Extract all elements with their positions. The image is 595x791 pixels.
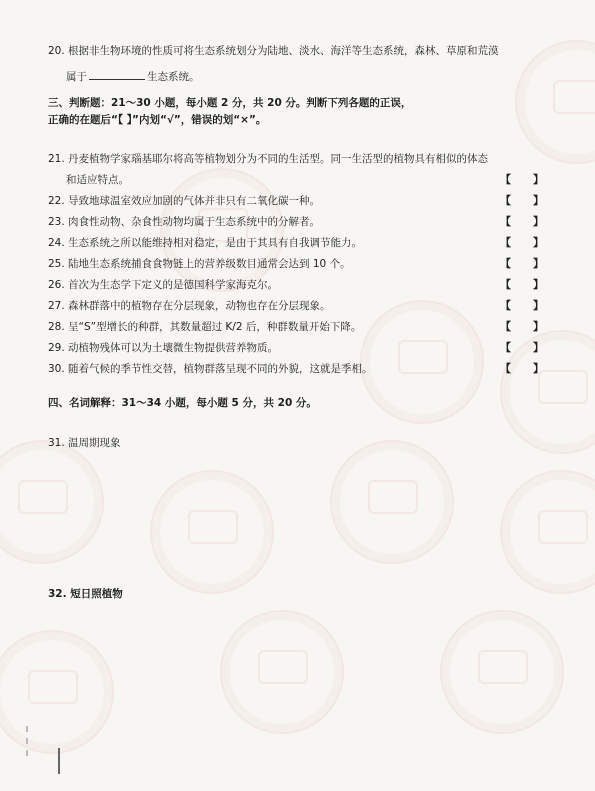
tf-question-30: 30. 随着气候的季节性交替，植物群落呈现不同的外貌，这就是季相。 xyxy=(48,363,373,375)
tf-question-27: 27. 森林群落中的植物存在分层现象，动物也存在分层现象。 xyxy=(48,300,331,312)
answer-bracket-23[interactable]: 【 】 xyxy=(500,215,544,228)
answer-bracket-28[interactable]: 【 】 xyxy=(500,320,544,333)
tf-question-26: 26. 首次为生态学下定义的是德国科学家海克尔。 xyxy=(48,279,279,291)
tf-question-22: 22. 导致地球温室效应加剧的气体并非只有二氧化碳一种。 xyxy=(48,195,321,207)
tf-question-21: 21. 丹麦植物学家瑙基耶尔将高等植物划分为不同的生活型。同一生活型的植物具有相似的体态 xyxy=(48,153,489,165)
tf-question-25: 25. 陆地生态系统捕食食物链上的营养级数目通常会达到 10 个。 xyxy=(48,258,351,270)
watermark-seal xyxy=(440,610,564,734)
section-4-heading: 四、名词解释：31～34 小题，每小题 5 分，共 20 分。 xyxy=(48,397,317,409)
watermark-seal xyxy=(220,610,344,734)
watermark-seal xyxy=(150,470,274,594)
watermark-seal xyxy=(160,168,284,292)
tf-question-23: 23. 肉食性动物、杂食性动物均属于生态系统中的分解者。 xyxy=(48,216,321,228)
answer-bracket-22[interactable]: 【 】 xyxy=(500,194,544,207)
question-31: 31. 温周期现象 xyxy=(48,437,121,449)
tf-question-21-cont: 和适应特点。 xyxy=(66,174,129,186)
answer-bracket-29[interactable]: 【 】 xyxy=(500,341,544,354)
answer-bracket-24[interactable]: 【 】 xyxy=(500,236,544,249)
tf-question-28: 28. 呈“S”型增长的种群，其数量超过 K/2 后，种群数量开始下降。 xyxy=(48,321,362,333)
watermark-seal xyxy=(330,440,454,564)
tf-question-24: 24. 生态系统之所以能维持相对稳定，是由于其具有自我调节能力。 xyxy=(48,237,363,249)
question-20-line-1: 20. 根据非生物环境的性质可将生态系统划分为陆地、淡水、海洋等生态系统，森林、草原和荒漠 xyxy=(48,45,499,57)
answer-bracket-30[interactable]: 【 】 xyxy=(500,362,544,375)
section-3-instruction: 正确的在题后“【 】”内划“√”，错误的划“×”。 xyxy=(48,114,267,126)
watermark-seal xyxy=(515,40,595,164)
answer-bracket-21[interactable]: 【 】 xyxy=(500,173,544,186)
answer-bracket-26[interactable]: 【 】 xyxy=(500,278,544,291)
binding-margin-marks xyxy=(22,726,62,776)
answer-bracket-27[interactable]: 【 】 xyxy=(500,299,544,312)
watermark-seal xyxy=(500,470,595,594)
answer-bracket-25[interactable]: 【 】 xyxy=(500,257,544,270)
watermark-seal xyxy=(360,300,484,424)
question-20-line-2: 属于 生态系统。 xyxy=(66,68,200,84)
watermark-seal xyxy=(0,440,104,564)
tf-question-29: 29. 动植物残体可以为土壤微生物提供营养物质。 xyxy=(48,342,279,354)
section-3-heading: 三、判断题：21～30 小题，每小题 2 分，共 20 分。判断下列各题的正误， xyxy=(48,97,412,109)
fill-in-blank xyxy=(89,68,145,80)
question-32: 32. 短日照植物 xyxy=(48,588,123,600)
